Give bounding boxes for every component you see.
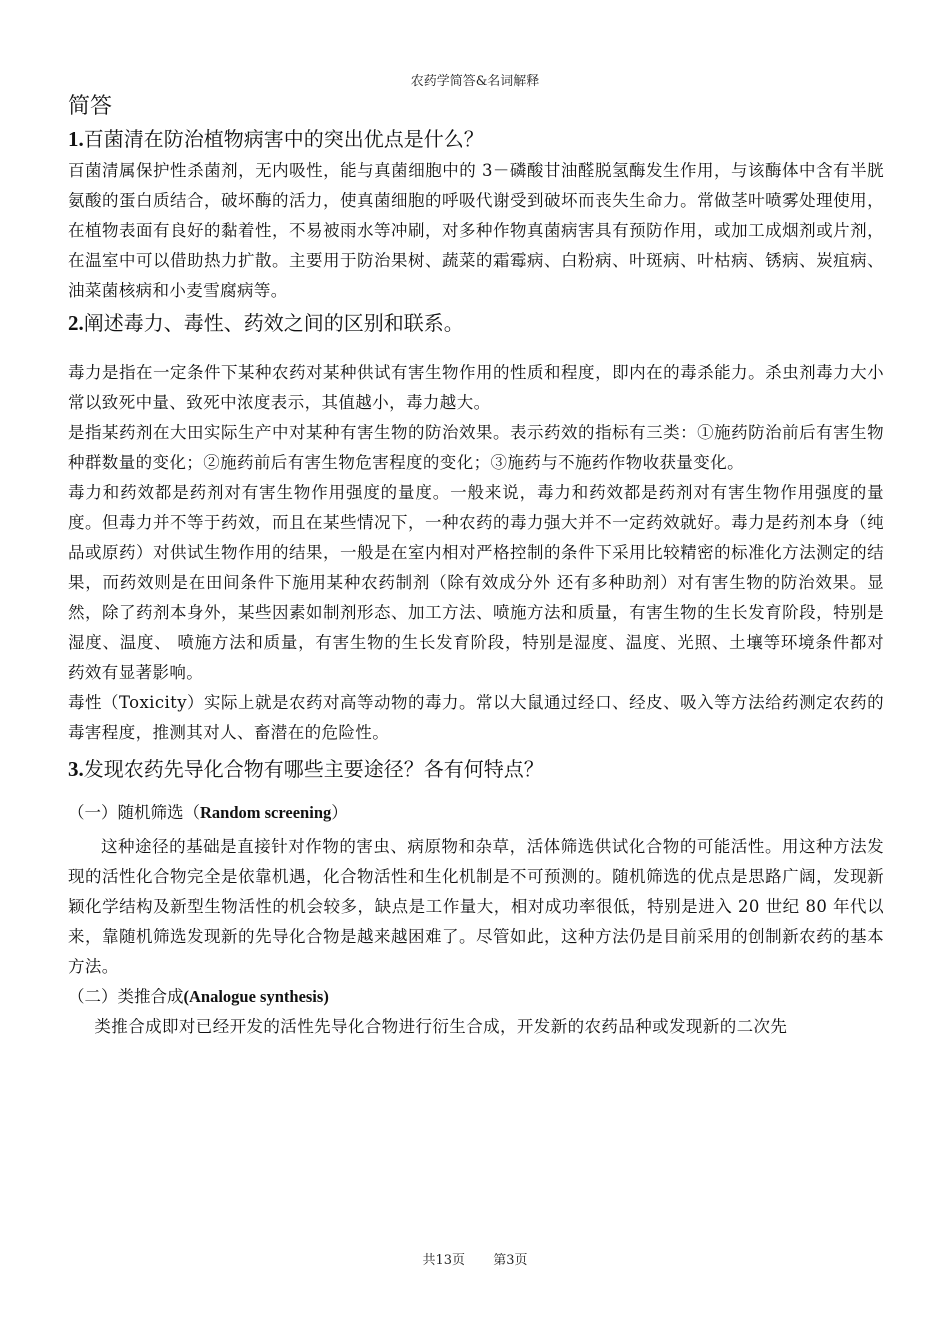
content <box>68 92 884 1042</box>
question-3-heading <box>68 752 884 786</box>
subsection-2-heading: （二）类推合成(Analogue synthesis) <box>68 987 329 1006</box>
question-2-number: 2. <box>68 311 84 335</box>
question-1-number: 1. <box>68 127 84 151</box>
total-pages: 共13页 <box>422 1253 466 1268</box>
question-2-para-toxicity: 毒性（Toxicity）实际上就是农药对高等动物的毒力。常以大鼠通过经口、经皮、吸入等方法给药测定农药的毒害程度，推测其对人、畜潜在的危险性。 <box>68 693 884 742</box>
question-3-number: 3. <box>68 757 84 781</box>
question-2-para-efficacy: 是指某药剂在大田实际生产中对某种有害生物的防治效果。表示药效的指标有三类：①施药防治前后有害生物种群数量的变化；②施药前后有害生物危害程度的变化；③施药与不施药作物收获量变化。 <box>68 423 884 472</box>
question-1-heading <box>68 122 884 156</box>
section-title: 简答 <box>68 94 113 119</box>
question-2-title: 阐述毒力、毒性、药效之间的区别和联系。 <box>83 311 464 335</box>
subsection-1-heading: （一）随机筛选（Random screening） <box>68 803 348 822</box>
page-footer <box>0 1249 950 1268</box>
question-1-answer: 百菌清属保护性杀菌剂，无内吸性，能与真菌细胞中的 3－磷酸甘油醛脱氢酶发生作用，与该酶体中含有半胱氨酸的蛋白质结合，破坏酶的活力，使真菌细胞的呼吸代谢受到破坏而丧失生命力。常做茎叶喷雾处理使用，在植物表面有良好的黏着性，不易被雨水等冲刷，对多种作物真菌病害具有预防作用，或加工成烟剂或片剂，在温室中可以借助热力扩散。主要用于防治果树、蔬菜的霜霉病、白粉病、叶斑病、叶枯病、锈病、炭疽病、油菜菌核病和小麦雪腐病等。 <box>68 161 884 300</box>
question-1-title: 百菌清在防治植物病害中的突出优点是什么？ <box>83 127 484 151</box>
question-2-para-relation: 毒力和药效都是药剂对有害生物作用强度的量度。一般来说，毒力和药效都是药剂对有害生物作用强度的量度。但毒力并不等于药效，而且在某些情况下，一种农药的毒力强大并不一定药效就好。毒力是药剂本身（纯品或原药）对供试生物作用的结果，一般是在室内相对严格控制的条件下采用比较精密的标准化方法测定的结果，而药效则是在田间条件下施用某种农药制剂（除有效成分外 还有多种助剂）对有害生物的防治效果。显然，除了药剂本身外，某些因素如制剂形态、加工方法、喷施方法和质量，有害生物的生长发育阶段，特别是湿度、温度、 喷施方法和质量，有害生物的生长发育阶段，特别是湿度、温度、光照、土壤等环境条件都对药效有显著影响。 <box>68 483 884 682</box>
question-3-title: 发现农药先导化合物有哪些主要途径？各有何特点？ <box>83 757 544 781</box>
running-header: 农药学简答&名词解释 <box>410 74 540 89</box>
current-page: 第3页 <box>493 1253 528 1268</box>
question-2-heading <box>68 306 884 340</box>
subsection-1-body: 这种途径的基础是直接针对作物的害虫、病原物和杂草，活体筛选供试化合物的可能活性。用这种方法发现的活性化合物完全是依靠机遇，化合物活性和生化机制是不可预测的。随机筛选的优点是思路广阔，发现新颖化学结构及新型生物活性的机会较多，缺点是工作量大，相对成功率很低，特别是进入 20 世纪 80 年代以来，靠随机筛选发现新的先导化合物是越来越困难了。尽管如此，这种方法仍是目前采用的创制新农药的基本方法。 <box>68 837 884 976</box>
subsection-2-body: 类推合成即对已经开发的活性先导化合物进行衍生合成，开发新的农药品种或发现新的二次先 <box>94 1017 788 1036</box>
question-2-para-toxicity-power: 毒力是指在一定条件下某种农药对某种供试有害生物作用的性质和程度，即内在的毒杀能力。杀虫剂毒力大小常以致死中量、致死中浓度表示，其值越小，毒力越大。 <box>68 363 884 412</box>
